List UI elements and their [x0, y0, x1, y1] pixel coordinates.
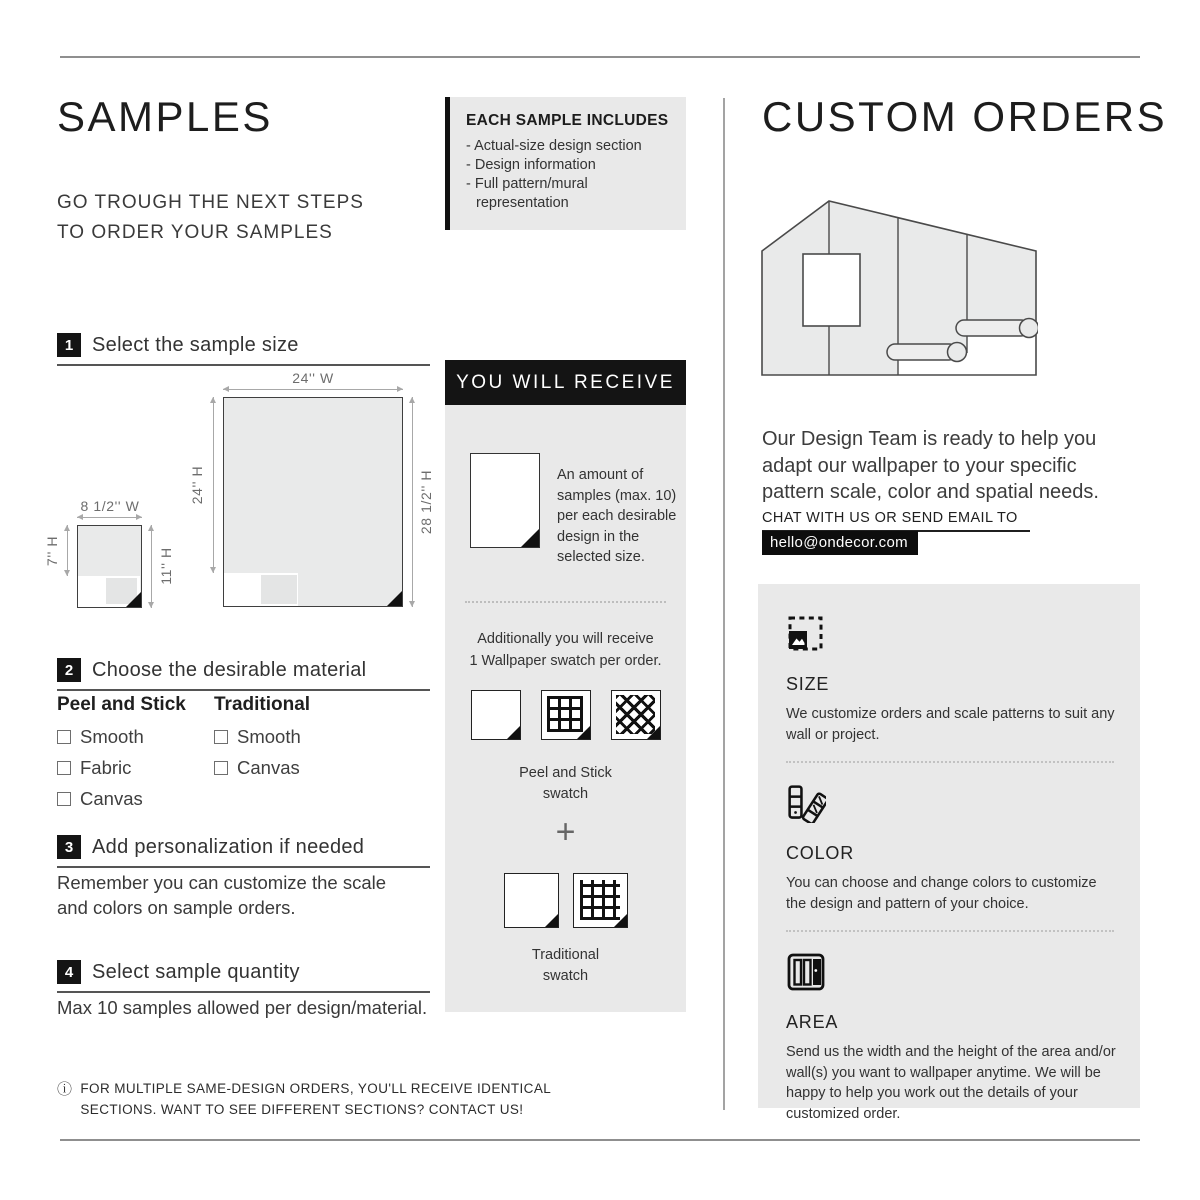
footer-note-text: [80, 1079, 551, 1121]
step3-number-badge: 3: [57, 835, 81, 859]
peel-and-stick-title: Peel and Stick: [57, 694, 186, 715]
footer-note-line1: FOR MULTIPLE SAME-DESIGN ORDERS, YOU'LL RECEIVE IDENTICAL: [80, 1081, 552, 1096]
chat-label: CHAT WITH US OR SEND EMAIL TO: [762, 510, 1030, 532]
includes-item: - Design information: [466, 156, 674, 175]
samples-amount-text: An amount of samples (max. 10) per each desirable design in the selected size.: [557, 467, 677, 566]
additional-swatch-text: [445, 629, 686, 673]
peel-swatch-label-line1: Peel and Stick: [519, 765, 612, 781]
samples-title: SAMPLES: [57, 93, 273, 140]
step1-number-badge: 1: [57, 333, 81, 357]
swatch-fold-corner: [647, 726, 660, 739]
material-option-canvas[interactable]: [57, 788, 186, 810]
step3-label: Add personalization if needed: [92, 835, 365, 858]
swatch-crosshatch-pattern: [611, 690, 661, 740]
custom-orders-intro: Our Design Team is ready to help you adapt our wallpaper to your specific pattern scale, color and spatial needs.: [762, 428, 1099, 504]
step1-label: Select the sample size: [92, 333, 299, 356]
material-option-label: Fabric: [80, 757, 132, 778]
large-sample-fold-corner: [387, 591, 402, 606]
feature-size: [786, 614, 1114, 745]
includes-title: EACH SAMPLE INCLUDES: [466, 112, 669, 129]
peel-swatch-label-line2: swatch: [542, 786, 589, 803]
additional-swatch-line2: 1 Wallpaper swatch per order.: [469, 652, 662, 669]
additional-swatch-line1: Additionally you will receive: [477, 631, 654, 647]
dotted-separator: [786, 930, 1114, 932]
custom-orders-title: CUSTOM ORDERS: [762, 93, 1168, 140]
feature-size-title: SIZE: [786, 674, 830, 694]
wallpaper-roll-upper: [956, 320, 1029, 336]
step3-note: Remember you can customize the scale and colors on sample orders.: [57, 872, 387, 918]
column-divider: [723, 98, 725, 1110]
window: [803, 254, 860, 326]
email-chip[interactable]: hello@ondecor.com: [762, 531, 918, 555]
material-option-label: Smooth: [80, 726, 144, 747]
dotted-separator: [465, 601, 666, 603]
color-swatches-icon: [786, 783, 826, 823]
checkbox-icon[interactable]: [214, 761, 228, 775]
material-option-label: Canvas: [80, 788, 143, 809]
you-will-receive-header: YOU WILL RECEIVE: [445, 360, 686, 405]
traditional-title: Traditional: [214, 694, 311, 715]
includes-item: - Full pattern/mural representation: [466, 175, 674, 213]
samples-subtitle: [57, 188, 364, 249]
samples-subtitle-line1: GO TROUGH THE NEXT STEPS: [57, 192, 364, 213]
swatch-fold-corner: [577, 726, 590, 739]
material-option-fabric[interactable]: [57, 757, 186, 779]
step4-number-badge: 4: [57, 960, 81, 984]
small-width-dimension-line: [77, 517, 142, 518]
large-height-right-label: 28 1/2'' H: [418, 469, 434, 535]
material-option-smooth-traditional[interactable]: [214, 726, 310, 748]
peel-and-stick-swatch-label: [445, 763, 686, 805]
step2-label: Choose the desirable material: [92, 658, 367, 681]
feature-size-desc: We customize orders and scale patterns to suit any wall or project.: [786, 706, 1115, 743]
sample-sheet-icon: [470, 453, 540, 548]
large-height-right-dimension-line: [412, 397, 413, 607]
sheet-fold-corner: [521, 529, 539, 547]
small-sample-diagram: [77, 525, 142, 608]
top-rule: [60, 56, 1140, 58]
includes-list: [466, 137, 674, 214]
swatch-fold-corner: [507, 726, 520, 739]
large-sample-inner-square: [261, 575, 297, 604]
checkbox-icon[interactable]: [57, 730, 71, 744]
material-column-peel-and-stick: [57, 694, 186, 819]
includes-item: - Actual-size design section: [466, 137, 674, 156]
checkbox-icon[interactable]: [57, 792, 71, 806]
swatch-fold-corner: [614, 914, 627, 927]
material-option-smooth[interactable]: [57, 726, 186, 748]
plus-sign: +: [555, 813, 576, 851]
swatch-plain: [471, 690, 521, 740]
small-height-left-dimension-line: [67, 525, 68, 576]
step3-header: [57, 835, 430, 868]
image-resize-icon: [786, 614, 826, 654]
feature-color-desc: You can choose and change colors to customize the design and pattern of your choice.: [786, 875, 1097, 912]
material-option-label: Canvas: [237, 757, 300, 778]
small-height-right-dimension-line: [151, 525, 152, 608]
traditional-swatch-label-line1: Traditional: [531, 947, 600, 963]
feature-color: [786, 783, 1114, 914]
traditional-swatch-row: [504, 873, 628, 928]
each-sample-includes-box: [445, 97, 686, 230]
peel-and-stick-swatch-row: [471, 690, 661, 740]
large-sample-diagram: [223, 397, 403, 607]
traditional-swatch-label-line2: swatch: [542, 968, 589, 985]
feature-color-title: COLOR: [786, 843, 855, 864]
step2-header: [57, 658, 430, 691]
footer-note-line2: SECTIONS. WANT TO SEE DIFFERENT SECTIONS? CONTACT US!: [80, 1101, 524, 1117]
swatch-plain: [504, 873, 559, 928]
dotted-separator: [786, 761, 1114, 763]
step2-number-badge: 2: [57, 658, 81, 682]
material-option-canvas-traditional[interactable]: [214, 757, 310, 779]
wall-area-icon: [786, 952, 826, 992]
large-height-left-dimension-line: [213, 397, 214, 573]
checkbox-icon[interactable]: [214, 730, 228, 744]
wallpaper-roll-lower: [887, 344, 957, 360]
feature-area-desc: Send us the width and the height of the area and/or wall(s) you want to wallpaper anytime. We will be happy to help you work out the details of your customized order.: [786, 1044, 1116, 1123]
traditional-swatch-label: [445, 945, 686, 987]
house-wallpaper-illustration: [760, 197, 1038, 379]
small-height-right-label: 11'' H: [158, 547, 174, 585]
info-icon: ⓘ: [57, 1081, 73, 1098]
footer-note: [57, 1079, 551, 1121]
large-width-dimension-line: [223, 389, 403, 390]
checkbox-icon[interactable]: [57, 761, 71, 775]
step1-header: [57, 333, 430, 366]
swatch-fold-corner: [545, 914, 558, 927]
swatch-grid-pattern: [573, 873, 628, 928]
swatch-grid-pattern: [541, 690, 591, 740]
bottom-rule: [60, 1139, 1140, 1141]
small-width-label: 8 1/2'' W: [80, 498, 140, 514]
feature-area-title: AREA: [786, 1012, 839, 1033]
large-height-left-label: 24'' H: [189, 465, 205, 505]
feature-area: [786, 952, 1114, 1124]
large-width-label: 24'' W: [292, 370, 334, 386]
small-sample-fold-corner: [126, 592, 141, 607]
step4-note: Max 10 samples allowed per design/material.: [57, 997, 428, 1018]
material-option-label: Smooth: [237, 726, 301, 747]
custom-order-features-panel: [758, 584, 1140, 1123]
you-will-receive-panel: [445, 405, 686, 1012]
small-height-left-label: 7'' H: [44, 535, 60, 567]
step4-header: [57, 960, 430, 993]
step4-label: Select sample quantity: [92, 960, 300, 983]
material-column-traditional: [214, 694, 310, 788]
samples-subtitle-line2: TO ORDER YOUR SAMPLES: [57, 222, 333, 244]
